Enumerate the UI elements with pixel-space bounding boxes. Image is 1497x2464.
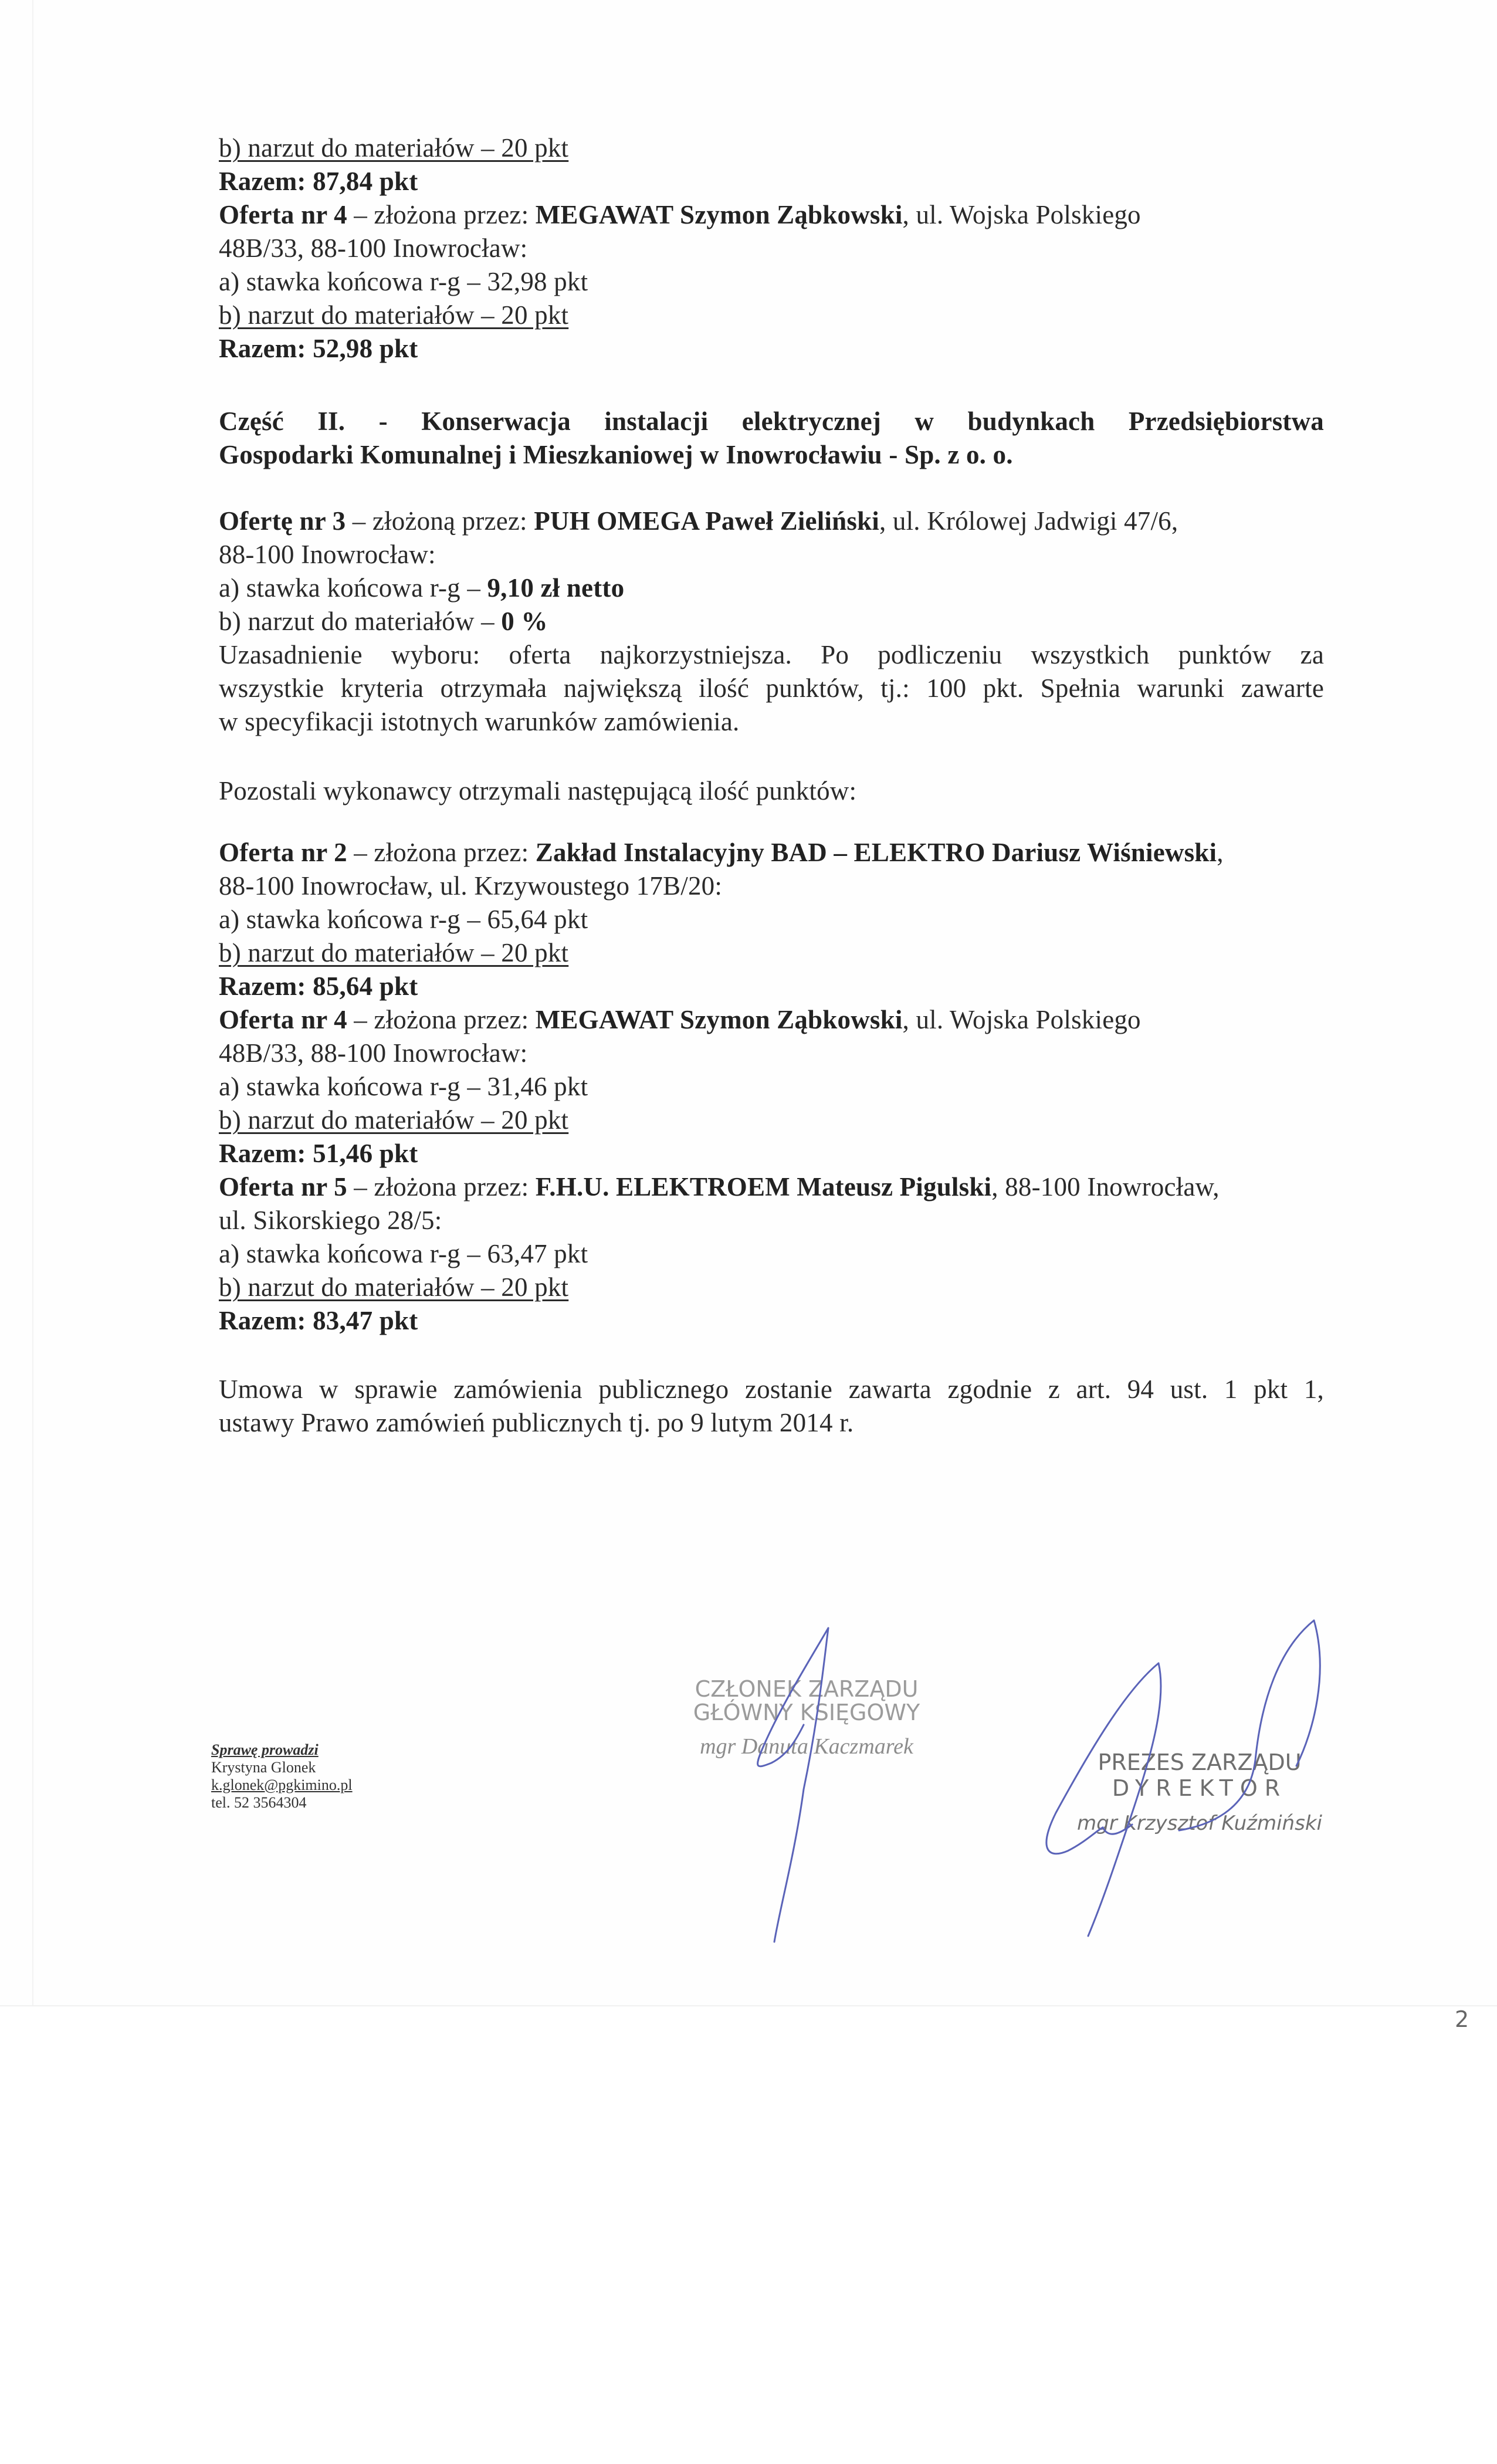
winner-materials-value: 0 % — [501, 607, 548, 636]
offer-total: Razem: 51,46 pkt — [219, 1139, 418, 1168]
contact-block — [211, 1741, 353, 1812]
winner-materials — [219, 605, 1324, 638]
offer-address-line2: ul. Sikorskiego 28/5: — [219, 1206, 442, 1235]
winner-company: PUH OMEGA Paweł Zieliński — [534, 506, 879, 536]
offer-total: Razem: 83,47 pkt — [219, 1306, 418, 1335]
offer-company: F.H.U. ELEKTROEM Mateusz Pigulski — [535, 1172, 992, 1201]
offer-rate: a) stawka końcowa r-g – 31,46 pkt — [219, 1072, 588, 1101]
other-offers-list — [219, 836, 1324, 1338]
offer-total: Razem: 52,98 pkt — [219, 334, 418, 363]
contact-phone: tel. 52 3564304 — [211, 1794, 307, 1811]
offer-label: Oferta nr 4 — [219, 1005, 347, 1034]
part1-tail-block — [219, 131, 1324, 365]
offer-materials: b) narzut do materiałów – 20 pkt — [219, 300, 569, 330]
stamp-chief-accountant — [675, 1678, 939, 1759]
scan-fold-line — [32, 0, 33, 2006]
offer-company: Zakład Instalacyjny BAD – ELEKTRO Dariusz Wiśniewski — [535, 838, 1217, 867]
justification-line1: Uzasadnienie wyboru: oferta najkorzystniejsza. Po podliczeniu wszystkich punktów za — [219, 640, 1324, 669]
offer-submitted-by: – złożona przez: — [347, 1172, 536, 1201]
offer-materials: b) narzut do materiałów – 20 pkt — [219, 938, 569, 967]
offer-2-header — [219, 836, 1324, 869]
scan-margin — [0, 2006, 1497, 2464]
offer-rate: a) stawka końcowa r-g – 63,47 pkt — [219, 1239, 588, 1268]
stamp-name: mgr Krzysztof Kuźmiński — [1077, 1811, 1322, 1835]
page-number-mark: 2 — [1455, 2006, 1469, 2032]
winning-offer — [219, 505, 1324, 739]
offer-rate: a) stawka końcowa r-g – 32,98 pkt — [219, 267, 588, 296]
contact-heading: Sprawę prowadzi — [211, 1741, 319, 1758]
winner-materials-label: b) narzut do materiałów – — [219, 607, 502, 636]
part2-heading — [219, 405, 1324, 472]
contact-email-link[interactable]: k.glonek@pgkimino.pl — [211, 1776, 353, 1793]
justification-line3: w specyfikacji istotnych warunków zamówienia. — [219, 707, 740, 736]
offer-submitted-by: – złożona przez: — [347, 1005, 536, 1034]
offer-4-header — [219, 198, 1324, 232]
justification-line2: wszystkie kryteria otrzymała największą ilość punktów, tj.: 100 pkt. Spełnia warunki zawarte — [219, 673, 1324, 703]
offer-address-line2: 48B/33, 88-100 Inowrocław: — [219, 1038, 528, 1068]
offer-address: , 88-100 Inowrocław, — [991, 1172, 1220, 1201]
stamp-line2: DYREKTOR — [1112, 1775, 1288, 1801]
offer-materials: b) narzut do materiałów – 20 pkt — [219, 1105, 569, 1135]
contact-name: Krystyna Glonek — [211, 1759, 316, 1776]
offer-address: , — [1217, 838, 1224, 867]
others-intro: Pozostali wykonawcy otrzymali następującą ilość punktów: — [219, 776, 857, 805]
offer-address-line2: 48B/33, 88-100 Inowrocław: — [219, 233, 528, 263]
offer-label: Oferta nr 5 — [219, 1172, 347, 1201]
offer-address: , ul. Wojska Polskiego — [902, 1005, 1141, 1034]
stamp-line1: PREZES ZARZĄDU — [1098, 1749, 1302, 1775]
prev-offer-materials: b) narzut do materiałów – 20 pkt — [219, 133, 569, 163]
offer-materials: b) narzut do materiałów – 20 pkt — [219, 1272, 569, 1302]
offer-label: Oferta nr 4 — [219, 200, 347, 229]
winner-submitted-by: – złożoną przez: — [346, 506, 534, 536]
stamp-director — [1073, 1751, 1326, 1834]
winner-header — [219, 505, 1324, 538]
part2-heading-line2: Gospodarki Komunalnej i Mieszkaniowej w Inowrocławiu - Sp. z o. o. — [219, 440, 1013, 469]
winner-rate-value: 9,10 zł netto — [487, 573, 625, 603]
offer-4-header — [219, 1003, 1324, 1037]
offer-address-line2: 88-100 Inowrocław, ul. Krzywoustego 17B/20: — [219, 871, 723, 901]
offer-submitted-by: – złożona przez: — [347, 838, 536, 867]
winner-address: , ul. Królowej Jadwigi 47/6, — [879, 506, 1178, 536]
closing-line2: ustawy Prawo zamówień publicznych tj. po 9 lutym 2014 r. — [219, 1408, 854, 1437]
winner-address-line2: 88-100 Inowrocław: — [219, 540, 436, 569]
stamp-name: mgr Danuta Kaczmarek — [700, 1734, 913, 1759]
part2-heading-line1: Część II. - Konserwacja instalacji elektrycznej w budynkach Przedsiębiorstwa — [219, 407, 1324, 436]
offer-label: Oferta nr 2 — [219, 838, 347, 867]
closing-line1: Umowa w sprawie zamówienia publicznego zostanie zawarta zgodnie z art. 94 ust. 1 pkt 1, — [219, 1375, 1324, 1404]
winner-rate — [219, 571, 1324, 605]
offer-submitted-by: – złożona przez: — [347, 200, 536, 229]
offer-company: MEGAWAT Szymon Ząbkowski — [535, 200, 903, 229]
offer-rate: a) stawka końcowa r-g – 65,64 pkt — [219, 905, 588, 934]
closing-paragraph — [219, 1373, 1324, 1440]
offer-total: Razem: 85,64 pkt — [219, 972, 418, 1001]
winner-label: Ofertę nr 3 — [219, 506, 346, 536]
offer-company: MEGAWAT Szymon Ząbkowski — [535, 1005, 903, 1034]
winner-rate-label: a) stawka końcowa r-g – — [219, 573, 487, 603]
stamp-line1: CZŁONEK ZARZĄDU — [695, 1676, 919, 1702]
offer-address: , ul. Wojska Polskiego — [902, 200, 1141, 229]
prev-offer-total: Razem: 87,84 pkt — [219, 167, 418, 196]
stamp-line2: GŁÓWNY KSIĘGOWY — [693, 1699, 920, 1725]
offer-5-header — [219, 1170, 1324, 1204]
others-intro-block — [219, 774, 1324, 808]
